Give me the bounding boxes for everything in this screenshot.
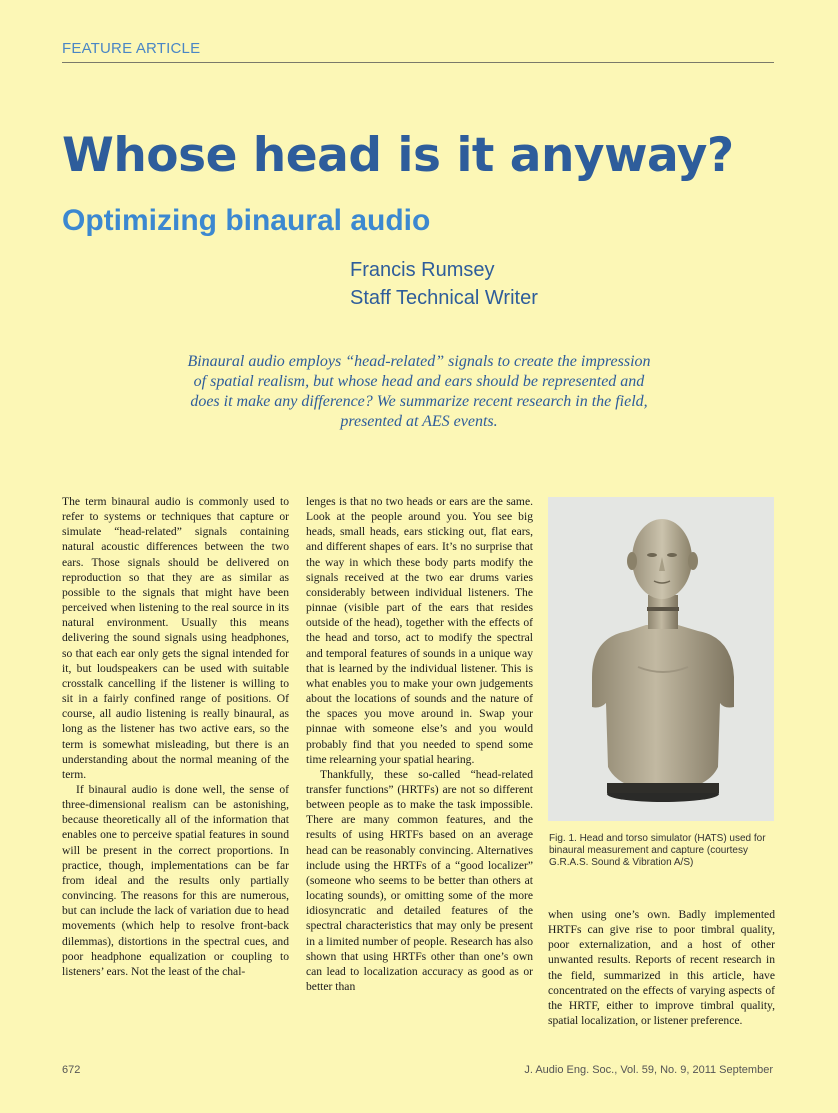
paragraph: Thankfully, these so-called “head-related transfer functions” (HRTFs) are not so different between people as to make the task impossible. There are many common features, and the results of using HRTFs based on an average head can be reasonably convincing. Alternatives include using the HRTFs of a “good localizer” (someone who seems to be better than others at locating sounds), or omitting some of the more idiosyncratic and detailed features of the spectral characteristics that may only be present in a limited number of people. Research has also shown that using HRTFs other than one’s own can lead to localization accuracy as good as or better than	[306, 767, 533, 993]
figure-image	[548, 497, 774, 821]
paragraph: If binaural audio is done well, the sense of three-dimensional realism can be astonishing, because theoretically all of the information that enables one to perceive spatial features in sound will be present in the correct proportions. In practice, though, implementations can be far from ideal and the results only partially convincing. The reasons for this are numerous, but can include the lack of variation due to head movements (which help to resolve front-back dilemmas), distortions in the spectral cues, and poor headphone equalization or coupling to listeners’ ears. Not the least of the chal-	[62, 782, 289, 978]
author-name: Francis Rumsey	[350, 259, 495, 281]
article-title: Whose head is it anyway?	[62, 128, 734, 183]
paragraph: when using one’s own. Badly implemented HRTFs can give rise to poor timbral quality, poor externalization, and a host of other unwanted results. Reports of recent research in the field, summarized in this article, have concentrated on the effects of varying aspects of the HRTF, either to improve timbral quality, spatial localization, or listener preference.	[548, 908, 775, 1028]
figure-caption: Fig. 1. Head and torso simulator (HATS) used for binaural measurement and capture (courtesy G.R.A.S. Sound & Vibration A/S)	[549, 833, 766, 868]
page-number: 672	[62, 1064, 81, 1076]
abstract: Binaural audio employs “head-related” signals to create the impression of spatial realism, but whose head and ears should be represented and does it make any difference? We summarize recent research in the field, presented at AES events.	[187, 353, 651, 430]
body-column-3	[548, 907, 775, 1028]
article-subtitle: Optimizing binaural audio	[62, 204, 431, 237]
journal-reference: J. Audio Eng. Soc., Vol. 59, No. 9, 2011 September	[524, 1064, 773, 1076]
body-column-2	[306, 494, 533, 994]
head-torso-simulator-image	[548, 497, 774, 821]
author-role: Staff Technical Writer	[350, 287, 538, 309]
paragraph: lenges is that no two heads or ears are the same. Look at the people around you. You see big heads, small heads, ears sticking out, flat ears, and different shapes of ears. It’s no surprise that the way in which these body parts modify the signals received at the two ear drums varies considerably between individual listeners. The pinnae (visible part of the ears that resides outside of the head), together with the effects of the head and torso, act to modify the spectral and temporal features of sounds in a unique way that is learned by the individual listener. This is what enables you to make your own judgements about the locations of sounds and the nature of the spaces you move around in. Swap your pinnae with someone else’s and you would probably find that you needed to spend some time relearning your spatial hearing.	[306, 495, 533, 766]
byline	[350, 256, 538, 312]
body-column-1	[62, 494, 289, 979]
header-rule	[62, 62, 774, 63]
section-label: FEATURE ARTICLE	[62, 40, 201, 57]
paragraph: The term binaural audio is commonly used to refer to systems or techniques that capture or simulate “head-related” signals containing natural acoustic differences between the two ears. Those signals should be delivered on reproduction so that they are as similar as possible to the signals that might have been perceived when listening to the real source in its natural environment. Usually this means delivering the sound signals using headphones, so that each ear only gets the signal intended for it, but loudspeakers can be used with suitable crosstalk cancelling if the listener is willing to sit in a fairly confined range of positions. Of course, all audio listening is really binaural, as long as the listener has two active ears, so the term is somewhat misleading, but there is an understanding about the normal meaning of the term.	[62, 495, 289, 781]
